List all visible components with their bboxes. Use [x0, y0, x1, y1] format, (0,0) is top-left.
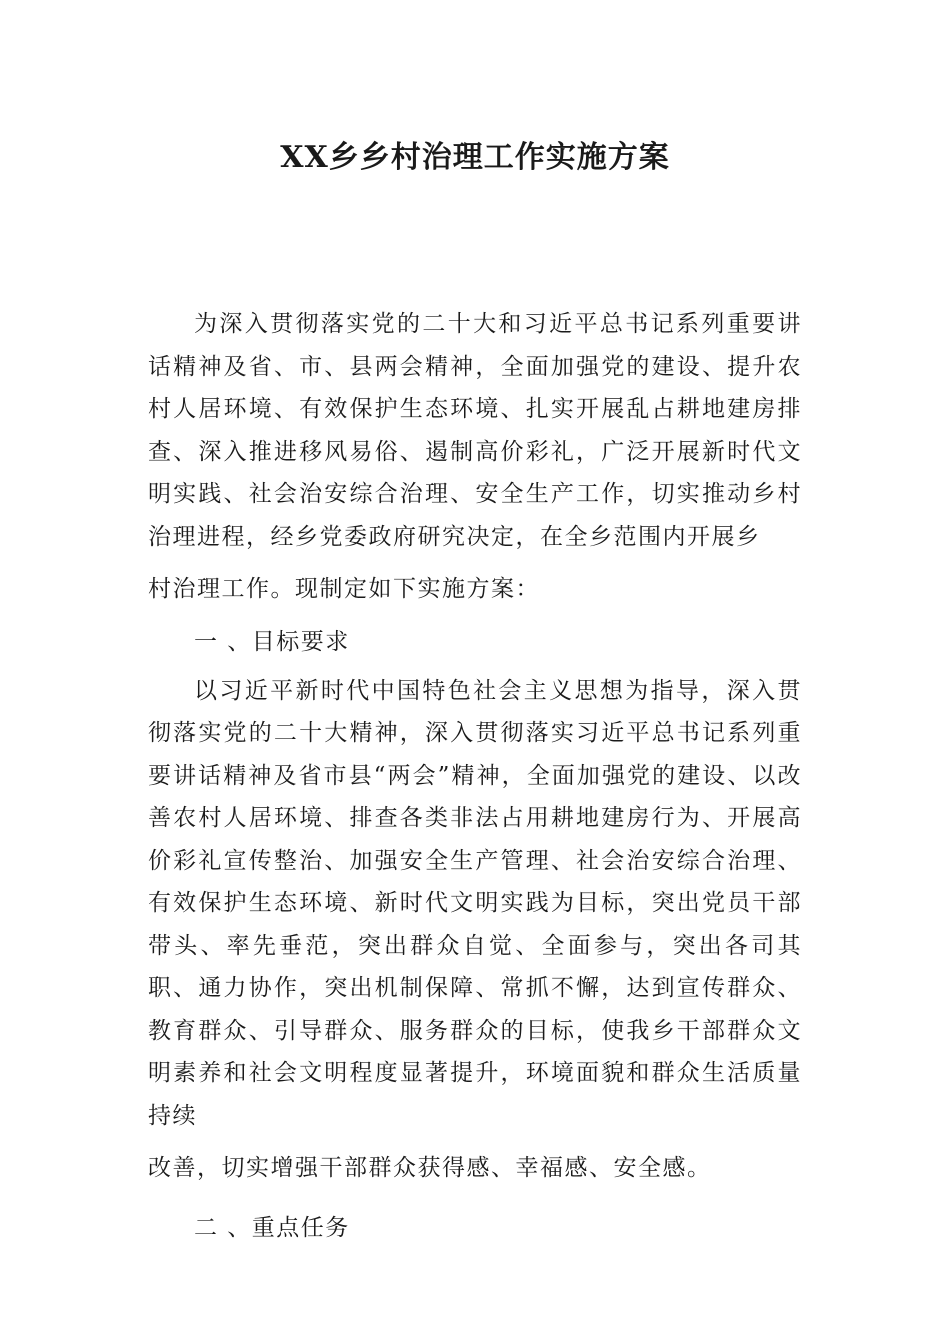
goals-paragraph: [148, 670, 802, 1190]
goals-paragraph-text: 以习近平新时代中国特色社会主义思想为指导，深入贯彻落实党的二十大精神，深入贯彻落实习近平总书记系列重要讲话精神及省市县“两会”精神，全面加强党的建设、以改善农村人居环境、排查各类非法占用耕地建房行为、开展高价彩礼宣传整治、加强安全生产管理、社会治安综合治理、有效保护生态环境、新时代文明实践为目标，突出党员干部带头、率先垂范，突出群众自觉、全面参与，突出各司其职、通力协作，突出机制保障、常抓不懈，达到宣传群众、教育群众、引导群众、服务群众的目标，使我乡干部群众文明素养和社会文明程度显著提升，环境面貌和群众生活质量持续: [148, 677, 802, 1129]
document-title: XX乡乡村治理工作实施方案: [280, 140, 670, 175]
document-body: [148, 303, 802, 1252]
goals-paragraph-tail: 改善，切实增强干部群众获得感、幸福感、安全感。: [148, 1155, 712, 1181]
intro-paragraph-tail: 村治理工作。现制定如下实施方案：: [148, 576, 540, 602]
section-heading-tasks: 二 、重点任务: [194, 1214, 350, 1241]
intro-paragraph-text: 为深入贯彻落实党的二十大和习近平总书记系列重要讲话精神及省、市、县两会精神，全面加强党的建设、提升农村人居环境、有效保护生态环境、扎实开展乱占耕地建房排查、深入推进移风易俗、遏制高价彩礼，广泛开展新时代文明实践、社会治安综合治理、安全生产工作，切实推动乡村治理进程，经乡党委政府研究决定，在全乡范围内开展乡: [148, 311, 802, 550]
intro-paragraph: [148, 303, 802, 611]
section-heading-goals: 一 、目标要求: [194, 628, 350, 655]
